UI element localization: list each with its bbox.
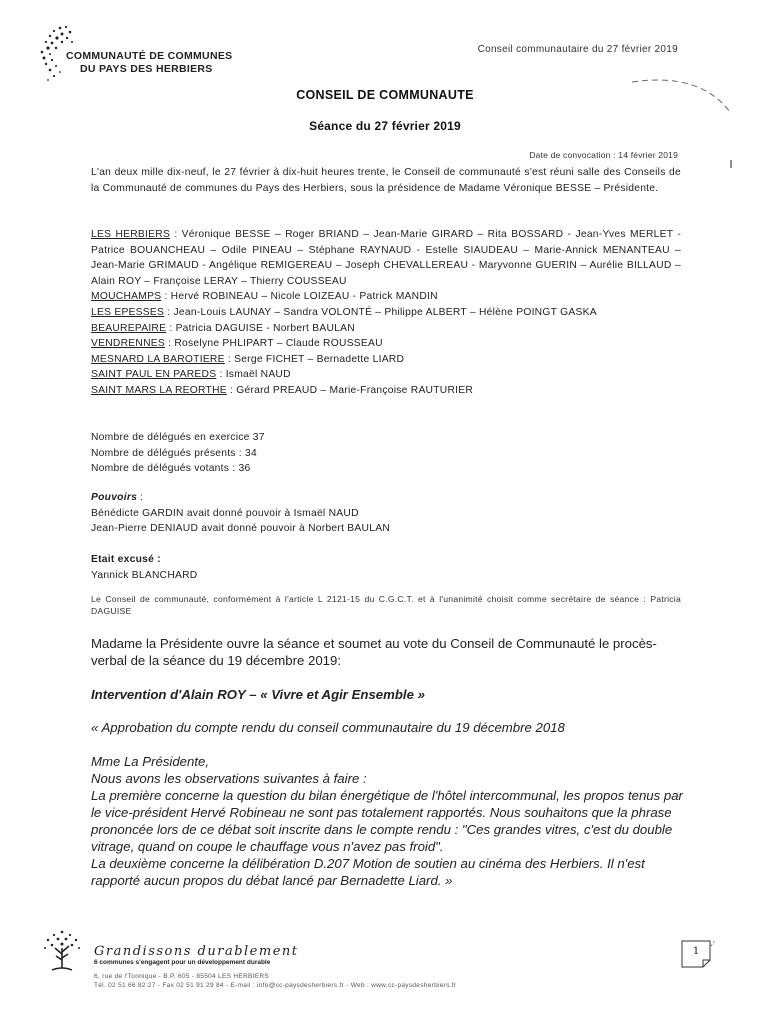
attendee-names: : Patricia DAGUISE - Norbert BAULAN [166,322,355,334]
secretary-paragraph: Le Conseil de communauté, conformément à l'article L 2121-15 du C.G.C.T. et à l'unanimité choisit comme secrétaire de séance : Patricia DAGUISE [91,594,681,616]
attendee-names: : Roselyne PHLIPART – Claude ROUSSEAU [165,338,383,350]
count-line: Nombre de délégués en exercice 37 [91,432,265,443]
proxies-heading [91,490,681,506]
opening-paragraph: Madame la Présidente ouvre la séance et soumet au vote du Conseil de Communauté le procès-verbal de la séance du 19 décembre 2019: [91,636,657,668]
letter-line: La deuxième concerne la délibération D.207 Motion de soutien au cinéma des Herbiers. Il n'est rapporté aucun propos du débat lancé par Bernadette Liard. » [91,856,645,888]
count-line: Nombre de délégués votants : 36 [91,463,251,475]
footer-tagline: Grandissons durablement [94,944,299,959]
excused-section [91,552,681,583]
logo-line-1: COMMUNAUTÉ DE COMMUNES [66,50,233,62]
document-title: CONSEIL DE COMMUNAUTE [296,88,474,102]
proxies-label: Pouvoirs [91,492,138,503]
document-subtitle: Séance du 27 février 2019 [309,119,461,133]
attendee-names: : Véronique BESSE – Roger BRIAND – Jean-Marie GIRARD – Rita BOSSARD - Jean-Yves MERLET - Patrice BOUANCHEAU – Odile PINEAU – Stéphane RAYNAUD - Estelle SIAUDEAU – Marie-Annick MENANTEAU – Jean-Marie GRIMAUD - Angélique REMIGEREAU – Joseph CHEVALLEREAU - Maryvonne GUERIN – Aurélie BILLAUD – Alain ROY – Françoise LERAY – Thierry COUSSEAU [91,229,682,287]
letter-line: Nous avons les observations suivantes à faire : [91,771,367,786]
footer-subtitle: 6 communes s'engagent pour un développement durable [94,959,271,966]
attendee-names: : Serge FICHET – Bernadette LIARD [224,353,405,365]
logo-line-2: DU PAYS DES HERBIERS [80,63,213,75]
logo-text [66,50,232,76]
attendance-item [91,227,681,289]
letter-line: Mme La Présidente, [91,754,210,769]
convocation-date: Date de convocation : 14 février 2019 [529,150,678,160]
attendee-names: : Ismaël NAUD [216,369,291,381]
attendee-names: : Hervé ROBINEAU – Nicole LOIZEAU - Patrick MANDIN [161,291,438,303]
commune-name: LES HERBIERS [91,229,171,240]
commune-name: LES EPESSES [91,306,165,318]
delegate-counts [91,430,681,477]
page-number: 1 [692,946,700,957]
proxies-colon: : [137,492,144,503]
commune-name: SAINT PAUL EN PAREDS [91,369,217,381]
attendance-item [91,383,681,399]
tree-logo-icon [40,928,84,972]
footer-contact-line: Tél. 02 51 66 82 27 - Fax 02 51 91 29 84 - E-mail : info@cc-paysdesherbiers.fr - Web : www.cc-paysdesherbiers.fr [94,982,457,989]
header-meeting-label: Conseil communautaire du 27 février 2019 [477,44,678,55]
attendance-item [91,367,681,383]
proxy-item: Bénédicte GARDIN avait donné pouvoir à Ismaël NAUD [91,507,359,519]
attendee-names: : Gérard PREAUD – Marie-Françoise RAUTURIER [226,384,474,396]
commune-name: MESNARD LA BAROTIERE [91,353,225,365]
approbation-line: « Approbation du compte rendu du conseil communautaire du 19 décembre 2018 [91,720,565,735]
letter-line: La première concerne la question du bilan énergétique de l'hôtel intercommunal, les propos tenus par le vice-président Hervé Robineau ne sont pas totalement rapportés. Nous souhaitons que la phrase prononcée lors de ce débat soit inscrite dans le compte rendu : "Ces grandes vitres, c'est du double vitrage, quand on coupe le chauffage vous n'avez pas froid". [91,788,683,854]
commune-name: BEAUREPAIRE [91,322,167,334]
attendance-item [91,336,681,352]
attendance-item [91,321,681,337]
count-line: Nombre de délégués présents : 34 [91,447,257,459]
attendance-item [91,289,681,305]
excused-name: Yannick BLANCHARD [91,569,198,581]
intervention-letter [91,753,691,889]
attendee-names: : Jean-Louis LAUNAY – Sandra VOLONTÉ – Philippe ALBERT – Hélène POINGT GASKA [164,306,597,318]
intro-paragraph: L'an deux mille dix-neuf, le 27 février à dix-huit heures trente, le Conseil de communauté s'est réuni salle des Conseils de la Communauté de communes du Pays des Herbiers, sous la présidence de Madame Véronique BESSE – Présidente. [91,167,681,194]
attendance-item [91,305,681,321]
attendance-list [91,227,681,399]
footer-address-line: 6, rue de l'Tonnique - B.P. 605 - 85504 LES HERBIERS [94,973,269,980]
footer-address [94,972,456,990]
commune-name: SAINT MARS LA REORTHE [91,384,227,396]
proxies-section [91,490,681,537]
proxy-item: Jean-Pierre DENIAUD avait donné pouvoir à Norbert BAULAN [91,523,391,535]
commune-name: VENDRENNES [91,338,166,350]
excused-label: Etait excusé : [91,554,161,565]
intervention-title: Intervention d'Alain ROY – « Vivre et Agir Ensemble » [91,687,425,702]
commune-name: MOUCHAMPS [91,291,162,303]
attendance-item [91,352,681,368]
